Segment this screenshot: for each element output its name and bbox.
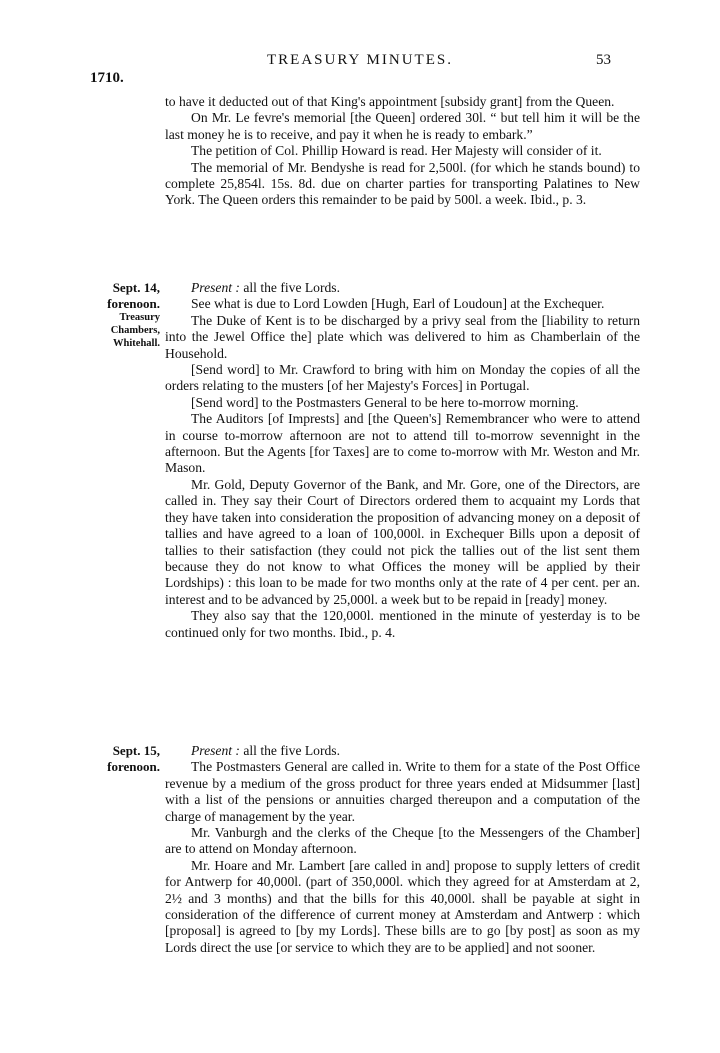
sidenote-sept-14 xyxy=(82,280,160,350)
present-text: all the five Lords. xyxy=(239,280,340,295)
paragraph: to have it deducted out of that King's appointment [subsidy grant] from the Queen. xyxy=(165,94,615,109)
paragraph: Mr. Gold, Deputy Governor of the Bank, and Mr. Gore, one of the Directors, are called in. They say their Court of Directors ordered them to acquaint my Lords that they have taken into consideration the proposition of advancing money on a deposit of tallies and have agreed to a loan of 100,000l. in Exchequer Bills upon a deposit of tallies to their satisfaction (they could not pick the tallies out of the list sent them because they do not know to what Offices the money will be applied by their Lordships) : this loan to be made for two months only at the rate of 4 per cent. per an. interest and to be advanced by 25,000l. a week but to be repaid in [ready] money. xyxy=(165,476,640,607)
sidenote-date: Sept. 14, xyxy=(112,280,160,295)
sidenote-place: Treasury xyxy=(119,312,160,323)
intro-block xyxy=(165,94,640,209)
sidenote-date: Sept. 15, xyxy=(112,743,160,758)
paragraph: The memorial of Mr. Bendyshe is read for 2,500l. (for which he stands bound) to complete 25,854l. 15s. 8d. due on charter parties for transporting Palatines to New York. The Queen orders this remainder to be paid by 500l. a week. Ibid., p. 3. xyxy=(165,159,640,208)
header-year: 1710. xyxy=(90,70,124,86)
paragraph: The Duke of Kent is to be discharged by a privy seal from the [liability to return into the Jewel Office the] plate which was delivered to him as Chamberlain of the Household. xyxy=(165,312,640,361)
sidenote-place: Chambers, xyxy=(110,325,160,336)
paragraph: The Auditors [of Imprests] and [the Queen's] Remembrancer who were to attend in course to-morrow afternoon are not to attend till to-morrow sevennight in the afternoon. But the Agents [for Taxes] are to come to-morrow with Mr. Weston and Mr. Mason. xyxy=(165,411,640,476)
paragraph: They also say that the 120,000l. mentioned in the minute of yesterday is to be continued only for two months. Ibid., p. 4. xyxy=(165,608,640,640)
paragraph: Mr. Vanburgh and the clerks of the Cheque [to the Messengers of the Chamber] are to attend on Monday afternoon. xyxy=(165,825,640,857)
sidenote-place: Whitehall. xyxy=(113,338,160,349)
paragraph: On Mr. Le fevre's memorial [the Queen] ordered 30l. “ but tell him it will be the last money he is to receive, and pay it when he is ready to embark.” xyxy=(165,110,640,142)
page-number: 53 xyxy=(596,52,611,68)
paragraph: [Send word] to Mr. Crawford to bring with him on Monday the copies of all the orders relating to the musters [of her Majesty's Forces] in Portugal. xyxy=(165,362,640,394)
present-text: all the five Lords. xyxy=(239,743,340,758)
paragraph: [Send word] to the Postmasters General to be here to-morrow morning. xyxy=(191,394,579,410)
paragraph: The petition of Col. Phillip Howard is read. Her Majesty will consider of it. xyxy=(191,143,602,159)
paragraph: The Postmasters General are called in. Write to them for a state of the Post Office revenue by a medium of the gross product for three years ended at Midsummer [last] with a list of the pensions or annuities charged thereupon and a computation of the charge of management by the year. xyxy=(165,759,640,824)
sidenote-sept-15 xyxy=(82,743,160,774)
present-label: Present : xyxy=(191,280,240,295)
entry-sept-14 xyxy=(165,280,640,641)
sidenote-time: forenoon. xyxy=(107,295,160,311)
paragraph: Mr. Hoare and Mr. Lambert [are called in and] propose to supply letters of credit for Antwerp for 40,000l. (part of 350,000l. which they agreed for at Amsterdam at 2, 2½ and 3 months) and that the bills for this 40,000l. shall be payable at sight in consideration of the difference of current money at Amsterdam and Antwerp : which [proposal] is agreed to [by my Lords]. These bills are to go [by post] as soon as my Lords direct the use [or service to which they are to be applied] and not sooner. xyxy=(165,857,640,955)
paragraph: See what is due to Lord Lowden [Hugh, Earl of Loudoun] at the Exchequer. xyxy=(191,296,605,312)
sidenote-time: forenoon. xyxy=(107,758,160,774)
running-title: TREASURY MINUTES. xyxy=(267,52,453,68)
present-label: Present : xyxy=(191,743,240,758)
entry-sept-15 xyxy=(165,743,640,956)
present-line xyxy=(165,280,640,296)
present-line xyxy=(165,743,640,759)
